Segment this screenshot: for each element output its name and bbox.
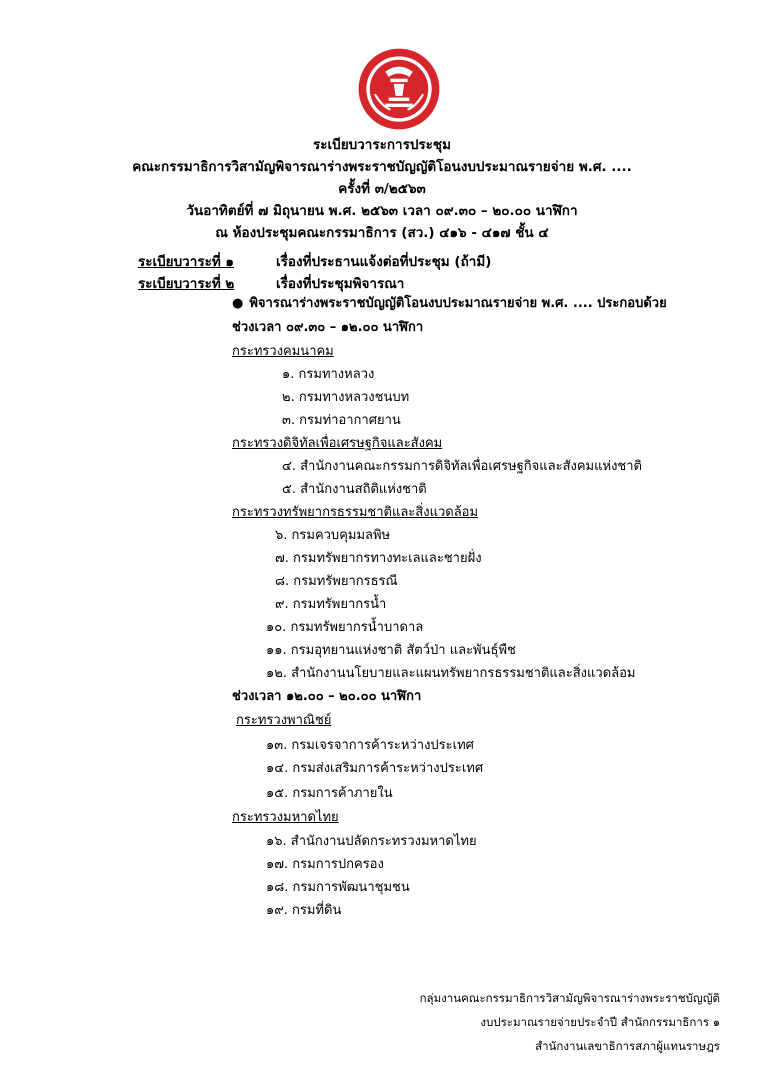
meeting-venue: ณ ห้องประชุมคณะกรรมาธิการ (สว.) ๔๑๖ - ๔๑๗ ชั้น ๔ (215, 225, 549, 241)
list-item: ๗. กรมทรัพยากรทางทะเลและชายฝั่ง (275, 551, 482, 566)
list-item: ๑๙. กรมที่ดิน (266, 903, 342, 918)
list-item: ๑๘. กรมการพัฒนาชุมชน (266, 880, 410, 895)
agenda-item-2 (138, 272, 404, 294)
committee-name: คณะกรรมาธิการวิสามัญพิจารณาร่างพระราชบัญญัติโอนงบประมาณรายจ่าย พ.ศ. .... (132, 159, 632, 175)
list-item: ๑. กรมทางหลวง (282, 367, 375, 382)
meeting-datetime: วันอาทิตย์ที่ ๗ มิถุนายน พ.ศ. ๒๕๖๓ เวลา ๐๙.๓๐ – ๒๐.๐๐ นาฬิกา (186, 203, 578, 219)
list-item: ๓. กรมท่าอากาศยาน (282, 413, 401, 428)
list-item: ๑๗. กรมการปกครอง (266, 857, 384, 872)
list-item: ๘. กรมทรัพยากรธรณี (275, 574, 398, 589)
ministry-heading: กระทรวงมหาดไทย (232, 810, 339, 825)
period-2-title: ช่วงเวลา ๑๒.๐๐ – ๒๐.๐๐ นาฬิกา (232, 689, 422, 704)
agenda-item-1 (138, 250, 491, 272)
agenda-label: ระเบียบวาระที่ ๑ (138, 254, 234, 270)
list-item: ๑๖. สำนักงานปลัดกระทรวงมหาดไทย (266, 834, 477, 849)
footer-line-3: สำนักงานเลขาธิการสภาผู้แทนราษฎร (535, 1039, 720, 1053)
agenda-title: ระเบียบวาระการประชุม (313, 137, 451, 153)
list-item: ๒. กรมทางหลวงชนบท (282, 390, 410, 405)
agenda-label: ระเบียบวาระที่ ๒ (138, 276, 235, 292)
list-item: ๑๓. กรมเจรจาการค้าระหว่างประเทศ (266, 738, 474, 753)
list-item: ๑๐. กรมทรัพยากรน้ำบาดาล (266, 620, 424, 635)
ministry-heading: กระทรวงพาณิชย์ (236, 713, 332, 728)
ministry-heading: กระทรวงดิจิทัลเพื่อเศรษฐกิจและสังคม (232, 436, 443, 451)
ministry-heading: กระทรวงทรัพยากรธรรมชาติและสิ่งแวดล้อม (232, 505, 479, 520)
list-item: ๔. สำนักงานคณะกรรมการดิจิทัลเพื่อเศรษฐกิจและสังคมแห่งชาติ (282, 459, 642, 474)
list-item: ๖. กรมควบคุมมลพิษ (275, 528, 391, 543)
footer-line-1: กลุ่มงานคณะกรรมาธิการวิสามัญพิจารณาร่างพระราชบัญญัติ (419, 991, 720, 1005)
header-block (0, 134, 764, 244)
list-item: ๑๕. กรมการค้าภายใน (266, 786, 393, 801)
consider-line: ● พิจารณาร่างพระราชบัญญัติโอนงบประมาณรายจ่าย พ.ศ. .... ประกอบด้วย (232, 294, 667, 314)
list-item: ๑๒. สำนักงานนโยบายและแผนทรัพยากรธรรมชาติและสิ่งแวดล้อม (266, 666, 636, 681)
period-1-title: ช่วงเวลา ๐๙.๓๐ – ๑๒.๐๐ นาฬิกา (232, 320, 424, 335)
agenda-text: เรื่องที่ประธานแจ้งต่อที่ประชุม (ถ้ามี) (276, 254, 492, 270)
parliament-emblem-icon (356, 46, 442, 132)
footer-block (420, 986, 720, 1058)
ministry-heading: กระทรวงคมนาคม (232, 344, 334, 359)
footer-line-2: งบประมาณรายจ่ายประจำปี สำนักกรรมาธิการ ๑ (480, 1015, 720, 1029)
list-item: ๙. กรมทรัพยากรน้ำ (275, 597, 387, 612)
list-item: ๕. สำนักงานสถิติแห่งชาติ (282, 482, 427, 497)
agenda-text: เรื่องที่ประชุมพิจารณา (276, 276, 405, 292)
list-item: ๑๔. กรมส่งเสริมการค้าระหว่างประเทศ (266, 761, 484, 776)
list-item: ๑๑. กรมอุทยานแห่งชาติ สัตว์ป่า และพันธุ์พืช (266, 643, 516, 658)
session-number: ครั้งที่ ๓/๒๕๖๓ (338, 181, 426, 197)
